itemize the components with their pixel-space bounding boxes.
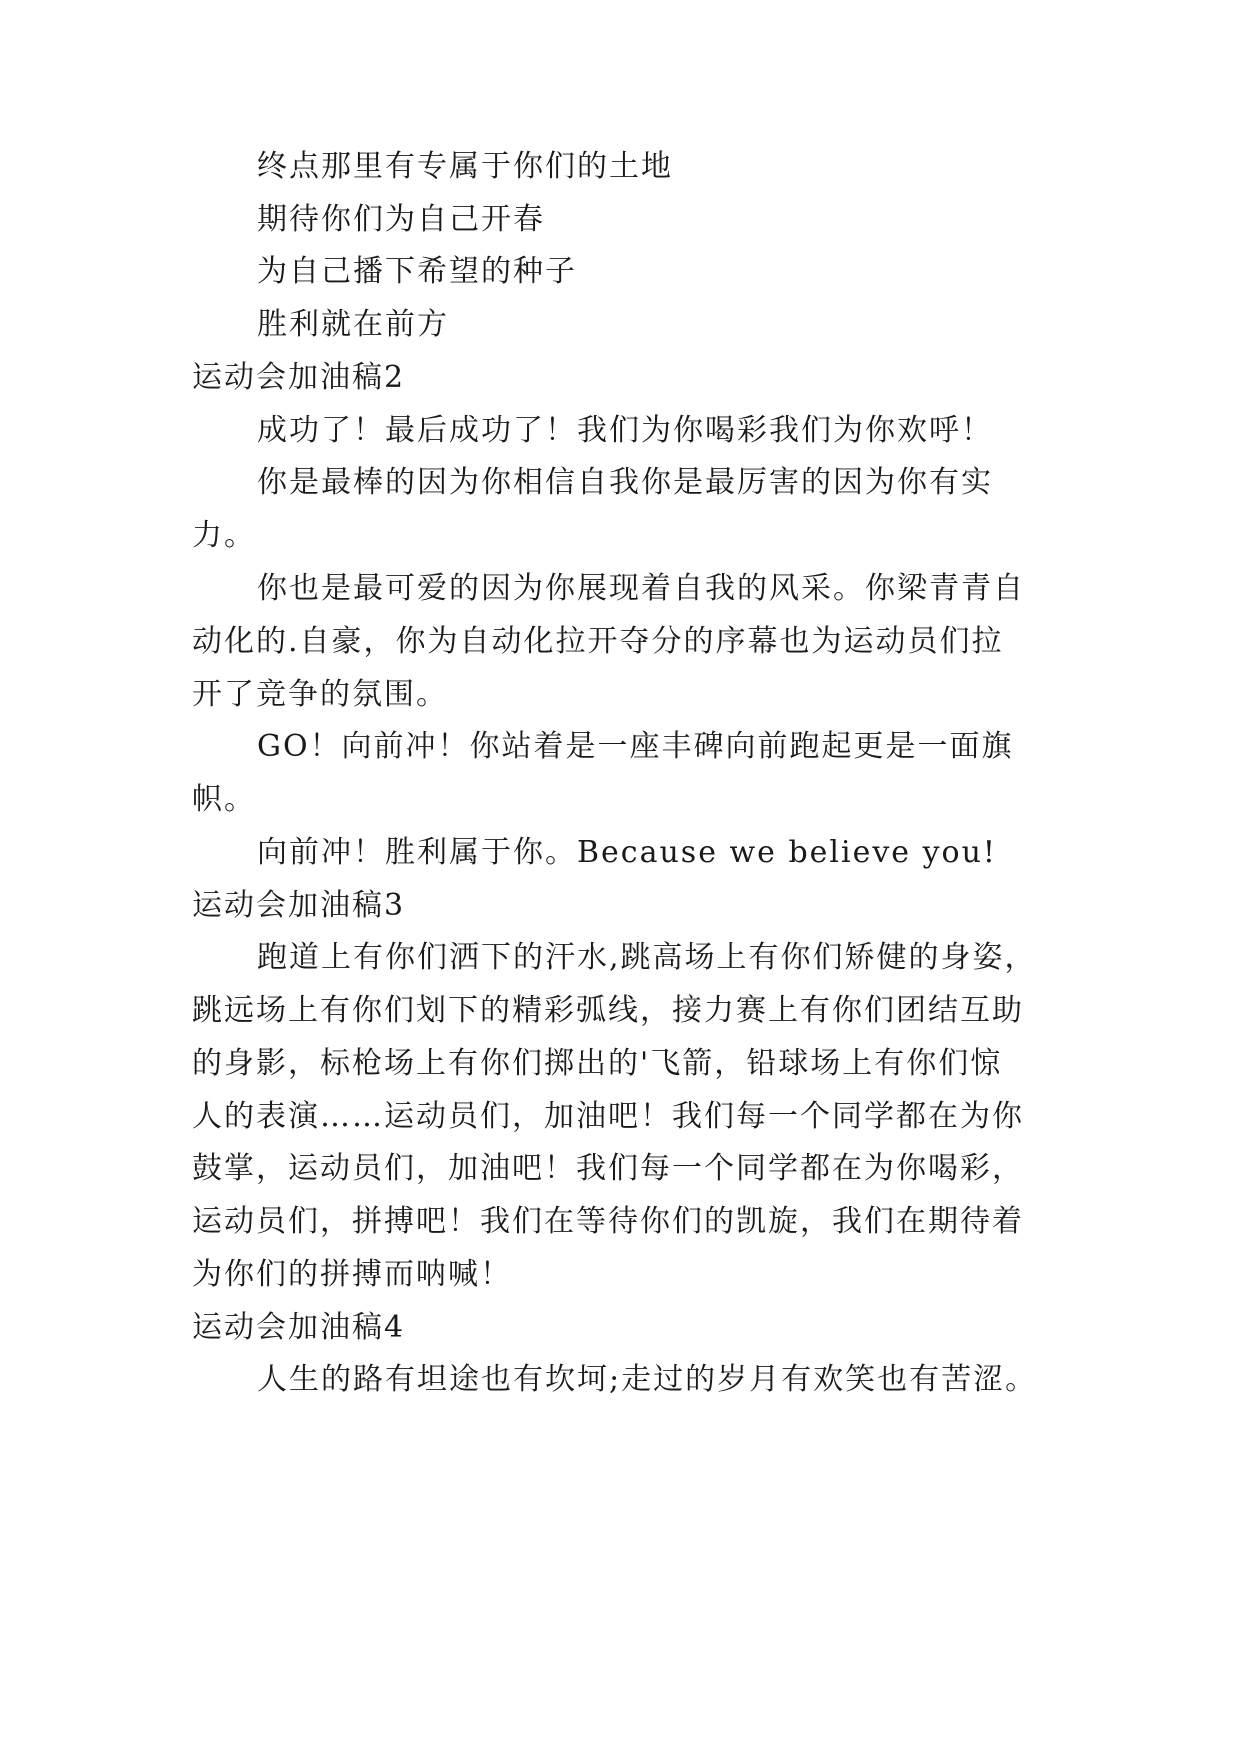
- paragraph-line: 跑道上有你们洒下的汗水,跳高场上有你们矫健的身姿，: [257, 940, 1037, 975]
- paragraph-line: 你是最棒的因为你相信自我你是最厉害的因为你有实: [257, 465, 993, 500]
- section-heading: 运动会加油稿4: [192, 1310, 406, 1345]
- poem-line: 期待你们为自己开春: [257, 202, 545, 237]
- section-heading: 运动会加油稿2: [192, 360, 406, 395]
- paragraph-line: 帜。: [192, 782, 256, 817]
- paragraph-line: 成功了！最后成功了！我们为你喝彩我们为你欢呼！: [257, 413, 993, 448]
- paragraph-line: 开了竞争的氛围。: [192, 677, 448, 712]
- paragraph-line: 力。: [192, 518, 256, 553]
- poem-line: 终点那里有专属于你们的土地: [257, 149, 673, 184]
- paragraph-line: 动化的.自豪，你为自动化拉开夺分的序幕也为运动员们拉: [192, 624, 1004, 659]
- poem-line: 胜利就在前方: [257, 307, 449, 342]
- paragraph-line: 运动员们，拼搏吧！我们在等待你们的凯旋，我们在期待着: [192, 1204, 1024, 1239]
- paragraph-line: 向前冲！胜利属于你。Because we believe you!: [257, 835, 997, 870]
- paragraph-line: GO！向前冲！你站着是一座丰碑向前跑起更是一面旗: [257, 729, 1014, 764]
- paragraph-line: 的身影，标枪场上有你们掷出的'飞箭，铅球场上有你们惊: [192, 1046, 1003, 1081]
- paragraph-line: 你也是最可爱的因为你展现着自我的风采。你梁青青自: [257, 571, 1025, 606]
- paragraph-line: 鼓掌，运动员们，加油吧！我们每一个同学都在为你喝彩，: [192, 1151, 1024, 1186]
- poem-line: 为自己播下希望的种子: [257, 254, 577, 289]
- paragraph-line: 人的表演……运动员们，加油吧！我们每一个同学都在为你: [192, 1099, 1024, 1134]
- section-heading: 运动会加油稿3: [192, 888, 406, 923]
- paragraph-line: 为你们的拼搏而呐喊！: [192, 1257, 512, 1292]
- paragraph-line: 人生的路有坦途也有坎坷;走过的岁月有欢笑也有苦涩。: [257, 1362, 1038, 1397]
- paragraph-line: 跳远场上有你们划下的精彩弧线，接力赛上有你们团结互助: [192, 993, 1024, 1028]
